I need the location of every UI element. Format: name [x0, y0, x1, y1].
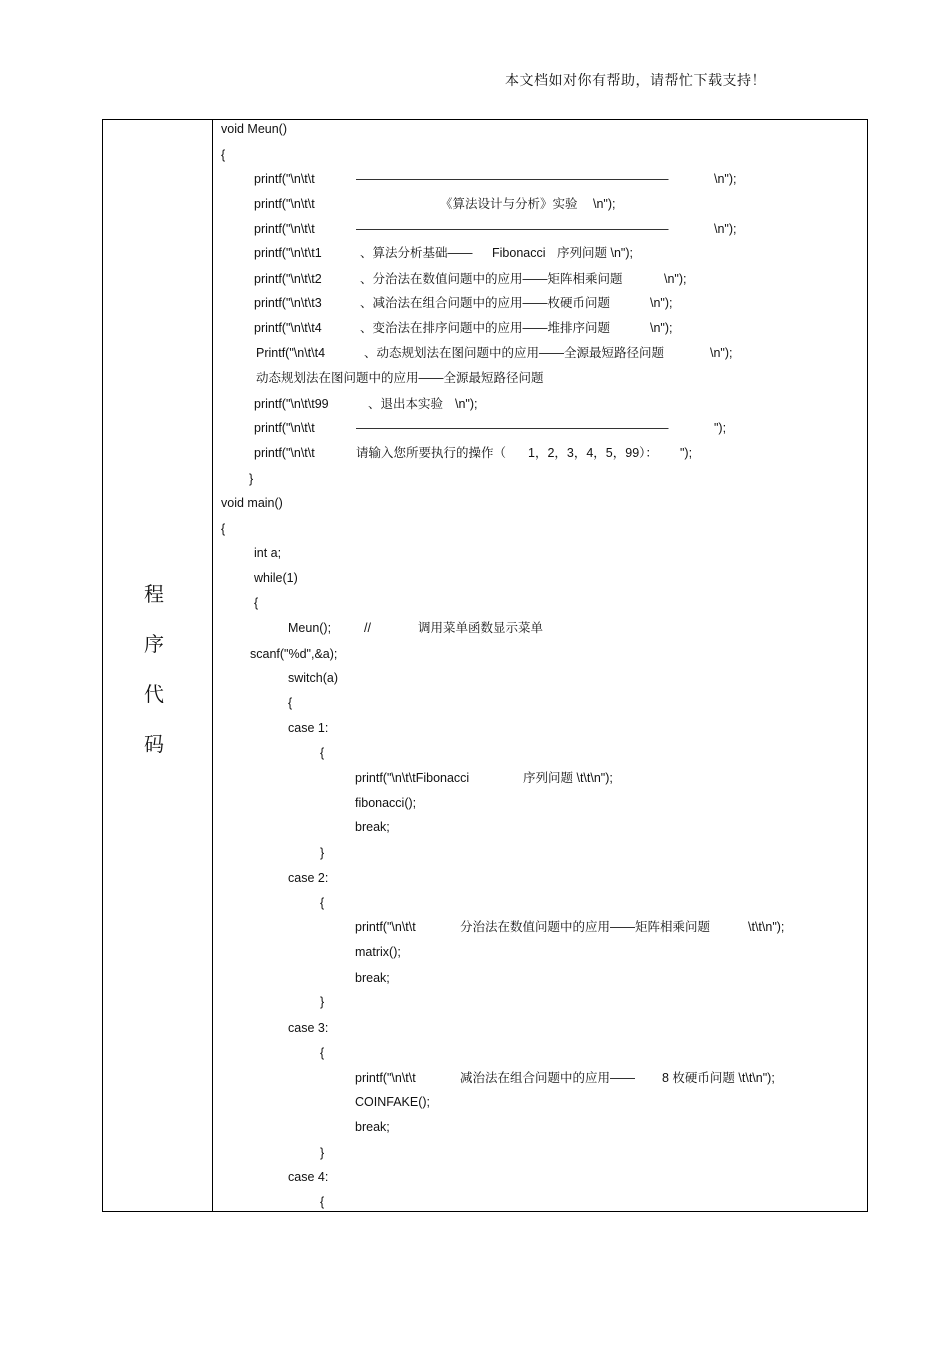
- code-segment: {: [320, 746, 325, 760]
- code-segment: Printf("\n\t\t4: [256, 346, 326, 360]
- code-segment: printf("\n\t\tFibonacci: [355, 771, 470, 785]
- code-segment: case 2:: [288, 871, 329, 885]
- code-segment: 、退出本实验: [368, 397, 444, 411]
- page-header-note: 本文档如对你有帮助，请帮忙下载支持！: [505, 73, 766, 89]
- code-segment: —————————————————————————: [356, 172, 669, 186]
- code-segment: \n");: [650, 321, 673, 335]
- code-segment: Fibonacci: [492, 246, 546, 260]
- code-segment: break;: [355, 820, 390, 834]
- code-segment: \n");: [710, 346, 733, 360]
- code-segment: printf("\n\t\t: [254, 421, 315, 435]
- code-segment: {: [320, 1195, 325, 1209]
- code-segment: scanf("%d",&a);: [250, 647, 338, 661]
- code-segment: \n");: [650, 296, 673, 310]
- code-segment: 、减治法在组合问题中的应用——枚硬币问题: [360, 296, 611, 310]
- code-segment: {: [320, 1046, 325, 1060]
- code-segment: 分治法在数值问题中的应用——矩阵相乘问题: [460, 920, 711, 934]
- code-segment: 动态规划法在图问题中的应用——全源最短路径问题: [256, 371, 544, 385]
- code-segment: {: [288, 696, 293, 710]
- code-segment: {: [221, 148, 226, 162]
- code-segment: while(1): [254, 571, 298, 585]
- code-segment: printf("\n\t\t2: [254, 272, 322, 286]
- code-segment: 请输入您所要执行的操作（: [356, 446, 507, 460]
- code-segment: 8 枚硬币问题 \t\t\n");: [662, 1071, 775, 1085]
- code-segment: \n");: [664, 272, 687, 286]
- code-segment: 《算法设计与分析》实验: [440, 197, 578, 211]
- code-segment: }: [320, 846, 325, 860]
- code-segment: 序列问题 \t\t\n");: [523, 771, 613, 785]
- code-segment: int a;: [254, 546, 282, 560]
- side-label-char-1: 程: [144, 582, 164, 606]
- code-segment: —————————————————————————: [356, 421, 669, 435]
- code-segment: printf("\n\t\t: [254, 172, 315, 186]
- side-label-char-3: 代: [144, 682, 164, 706]
- code-segment: printf("\n\t\t: [254, 222, 315, 236]
- code-segment: void main(): [221, 496, 283, 510]
- code-segment: break;: [355, 1120, 390, 1134]
- code-segment: \n");: [455, 397, 478, 411]
- code-segment: COINFAKE();: [355, 1095, 431, 1109]
- code-segment: Meun();: [288, 621, 332, 635]
- code-segment: break;: [355, 971, 390, 985]
- code-segment: printf("\n\t\t99: [254, 397, 329, 411]
- code-segment: \n");: [714, 222, 737, 236]
- code-segment: printf("\n\t\t: [254, 197, 315, 211]
- code-segment: }: [320, 1146, 325, 1160]
- code-segment: fibonacci();: [355, 796, 417, 810]
- code-segment: 减治法在组合问题中的应用——: [460, 1071, 636, 1085]
- code-segment: 、算法分析基础——: [360, 246, 473, 260]
- code-segment: matrix();: [355, 945, 401, 959]
- code-table-divider: [212, 119, 213, 1212]
- code-segment: {: [254, 596, 259, 610]
- code-segment: printf("\n\t\t: [355, 1071, 416, 1085]
- code-segment: //: [364, 621, 371, 635]
- code-segment: —————————————————————————: [356, 222, 669, 236]
- code-segment: 1，2，3，4，5，99）：: [528, 446, 658, 460]
- code-segment: \n");: [593, 197, 616, 211]
- code-segment: 、分治法在数值问题中的应用——矩阵相乘问题: [360, 272, 623, 286]
- side-label-char-4: 码: [144, 732, 164, 756]
- code-segment: ");: [680, 446, 693, 460]
- code-segment: switch(a): [288, 671, 339, 685]
- code-segment: \n");: [714, 172, 737, 186]
- code-segment: printf("\n\t\t: [355, 920, 416, 934]
- code-segment: 、变治法在排序问题中的应用——堆排序问题: [360, 321, 611, 335]
- code-segment: void Meun(): [221, 122, 287, 136]
- code-segment: case 4:: [288, 1170, 329, 1184]
- code-segment: printf("\n\t\t: [254, 446, 315, 460]
- code-segment: printf("\n\t\t1: [254, 246, 322, 260]
- side-label-char-2: 序: [144, 632, 164, 656]
- code-segment: printf("\n\t\t4: [254, 321, 322, 335]
- code-segment: 、动态规划法在图问题中的应用——全源最短路径问题: [364, 346, 665, 360]
- code-segment: {: [320, 896, 325, 910]
- code-segment: \t\t\n");: [748, 920, 785, 934]
- code-segment: ");: [714, 421, 727, 435]
- code-segment: case 1:: [288, 721, 329, 735]
- code-segment: case 3:: [288, 1021, 329, 1035]
- code-segment: printf("\n\t\t3: [254, 296, 322, 310]
- code-segment: 调用菜单函数显示菜单: [418, 621, 544, 635]
- code-segment: 序列问题 \n");: [557, 246, 633, 260]
- code-segment: }: [249, 472, 254, 486]
- code-segment: {: [221, 522, 226, 536]
- code-segment: }: [320, 995, 325, 1009]
